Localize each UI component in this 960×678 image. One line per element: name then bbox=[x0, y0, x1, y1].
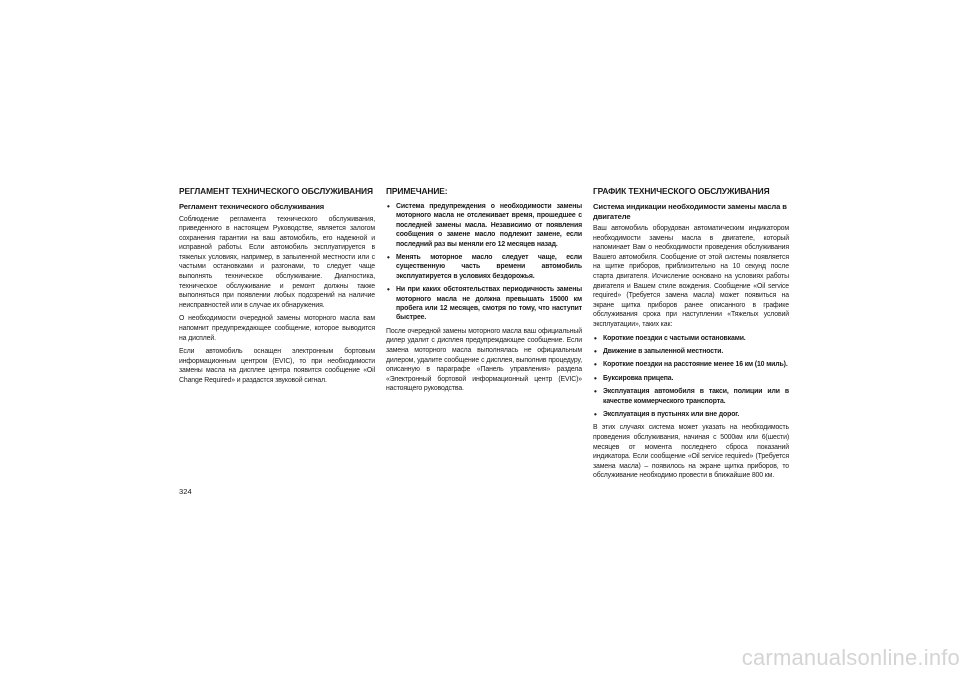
condition-item: • Буксировка прицепа. bbox=[593, 374, 789, 383]
note-heading: ПРИМЕЧАНИЕ: bbox=[386, 186, 448, 196]
section-heading-maintenance-regulations: РЕГЛАМЕНТ ТЕХНИЧЕСКОГО ОБСЛУЖИВАНИЯ bbox=[179, 186, 373, 196]
condition-item: • Эксплуатация автомобиля в такси, полиции или в качестве коммерческого транспорта. bbox=[593, 387, 789, 406]
column-service-schedule bbox=[593, 186, 789, 485]
subheading-maintenance-regulations: Регламент технического обслуживания bbox=[179, 202, 325, 211]
paragraph-reset-message: После очередной замены моторного масла ваш официальный дилер удалит с дисплея предупреждающее сообщение. Если замена моторного масла выполнялась не официальным дилером, удалите сообщение с дисплея, выполнив процедуру, описанную в параграфе «Панель управления» раздела «Электронный бортовой информационный центр (EVIC)» настоящего руководства. bbox=[386, 327, 582, 393]
column-maintenance-schedule bbox=[179, 186, 375, 390]
paragraph-service-interval: В этих случаях система может указать на необходимость проведения обслуживания, начиная с 5000км или 6(шести) месяцев от момента последнего сброса показаний индикатора. Если сообщение «Oil service required» (Требуется замена масла) – появилось на экране щитка приборов, то обслуживание необходимо провести в ближайшие 800 км. bbox=[593, 424, 789, 480]
page-number: 324 bbox=[179, 487, 192, 496]
section-heading-service-schedule: ГРАФИК ТЕХНИЧЕСКОГО ОБСЛУЖИВАНИЯ bbox=[593, 186, 770, 196]
paragraph-oil-change-reminder: О необходимости очередной замены моторного масла вам напомнит предупреждающее сообщение, которое выводится на дисплей. bbox=[179, 315, 375, 342]
paragraph-oil-indicator: Ваш автомобиль оборудован автоматическим индикатором необходимости замены масла в двигателе, который напоминает Вам о необходимости проведения обслуживания Вашего автомобиля. Сообщение от этой системы появляется на щитке приборов, приблизительно на 10 секунд после старта двигателя. Исчисление основано на условиях работы двигателя и Вашем стиле вождения. Сообщение «Oil service required» (Требуется замена масла) может появиться на экране щитка приборов ранее описанного в графике обслуживания срока при наступлении «Тяжелых условий эксплуатации», таких как: bbox=[593, 225, 789, 328]
condition-item: • Короткие поездки на расстояние менее 16 км (10 миль). bbox=[593, 360, 789, 369]
condition-item: • Короткие поездки с частыми остановками. bbox=[593, 334, 789, 343]
column-note bbox=[386, 186, 582, 398]
note-item: • Система предупреждения о необходимости замены моторного масла не отслеживает время, прошедшее с последней замены масла. Независимо от появления сообщения о замене масло подлежит замене, если последний раз вы меняли его 12 месяцев назад. bbox=[386, 202, 582, 249]
condition-item: • Эксплуатация в пустынях или вне дорог. bbox=[593, 410, 789, 419]
subheading-oil-change-indicator: Система индикации необходимости замены масла в двигателе bbox=[593, 202, 787, 221]
note-item: • Менять моторное масло следует чаще, если существенную часть времени автомобиль эксплуатируется в условиях бездорожья. bbox=[386, 253, 582, 281]
note-item: • Ни при каких обстоятельствах периодичность замены моторного масла не должна превышать 15000 км пробега или 12 месяцев, смотря по тому, что наступит быстрее. bbox=[386, 285, 582, 323]
condition-item: • Движение в запыленной местности. bbox=[593, 347, 789, 356]
paragraph-maintenance-intro: Соблюдение регламента технического обслуживания, приведенного в настоящем Руководстве, является залогом сохранения гарантии на ваш автомобиль, его надежной и исправной работы. Если автомобиль эксплуатируется в тяжелых условиях, например, в запыленной местности или с частыми остановками и разгонами, то следует чаще выполнять техническое обслуживание. Диагностика, техническое обслуживание и ремонт должны также выполняться при появлении любых подозрений на наличие неисправностей или в случае их обнаружения. bbox=[179, 215, 375, 309]
watermark: carmanualsonline.info bbox=[741, 645, 960, 670]
note-list bbox=[386, 202, 582, 323]
severe-conditions-list bbox=[593, 334, 789, 420]
paragraph-evic-message: Если автомобиль оснащен электронным бортовым информационным центром (EVIC), то при необходимости замены масла на дисплее центра появится сообщение «Oil Change Required» и раздастся звуковой сигнал. bbox=[179, 348, 375, 384]
